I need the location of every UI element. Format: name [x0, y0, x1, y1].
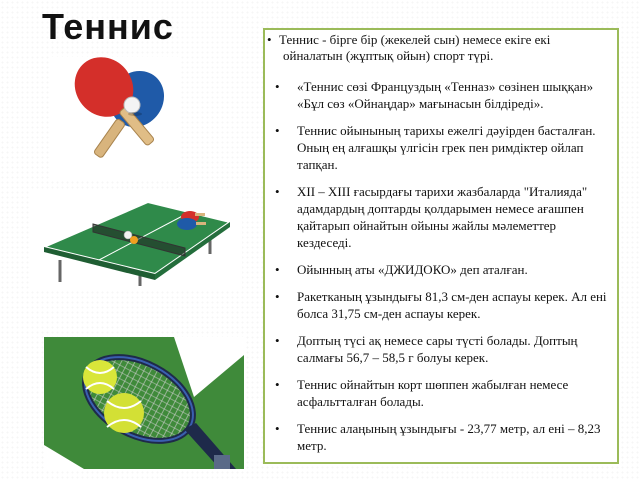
- bullet-icon: •: [275, 79, 280, 94]
- ping-pong-paddles-image: [49, 57, 179, 180]
- list-item: [273, 420, 611, 454]
- list-item-text: «Теннис сөзі Француздың «Тенназ» сөзінен шыққан» «Бұл сөз «Ойнаңдар» мағынасын білдіреді».: [297, 79, 594, 111]
- bullet-icon: •: [275, 262, 280, 277]
- list-item-text: Доптың түсі ақ немесе сары түсті болады. Доптың салмағы 56,7 – 58,5 г болуы керек.: [297, 333, 578, 365]
- lead-line-1: Теннис - бірге бір (жекелей сын) немесе екіге екі: [279, 32, 551, 47]
- bullet-icon: •: [275, 333, 280, 348]
- lead-paragraph: [269, 32, 609, 64]
- list-item: [273, 183, 611, 251]
- bullet-icon: •: [275, 421, 280, 436]
- list-item: [273, 122, 611, 173]
- lead-line-2: ойналатын (жұптық ойын) спорт түрі.: [283, 48, 494, 63]
- tennis-racket-balls-image: [44, 337, 244, 469]
- ping-pong-table-image: [30, 190, 242, 290]
- list-item: [273, 261, 611, 278]
- list-item-text: XII – XIII ғасырдағы тарихи жазбаларда "Италияда" адамдардың доптарды қолдарымен немесе ағашпен қайтарып ойнайтын ойыны жайлы мәлеметтер кездеседі.: [297, 184, 588, 250]
- list-item: [273, 332, 611, 366]
- bullet-icon: •: [267, 32, 272, 47]
- facts-list: [273, 78, 611, 464]
- list-item: [273, 78, 611, 112]
- text-panel: [263, 28, 619, 464]
- list-item: [273, 288, 611, 322]
- list-item-text: Теннис ойнайтын корт шөппен жабылған немесе асфальтталған болады.: [297, 377, 569, 409]
- bullet-icon: •: [275, 289, 280, 304]
- slide-title: Теннис: [42, 6, 174, 47]
- bullet-icon: •: [275, 377, 280, 392]
- list-item-text: Ракетканың ұзындығы 81,3 см-ден аспауы керек. Ал ені болса 31,75 см-ден аспауы керек.: [297, 289, 607, 321]
- list-item-text: Теннис алаңының ұзындығы - 23,77 метр, ал ені – 8,23 метр.: [297, 421, 601, 453]
- list-item-text: Теннис ойынының тарихы ежелгі дәуірден басталған. Оның ең алғашқы үлгісін грек пен римдіктер ойлап тапқан.: [297, 123, 596, 172]
- list-item-text: Ойынның аты «ДЖИДОКО» деп аталған.: [297, 262, 528, 277]
- bullet-icon: •: [275, 123, 280, 138]
- list-item: [273, 376, 611, 410]
- bullet-icon: •: [275, 184, 280, 199]
